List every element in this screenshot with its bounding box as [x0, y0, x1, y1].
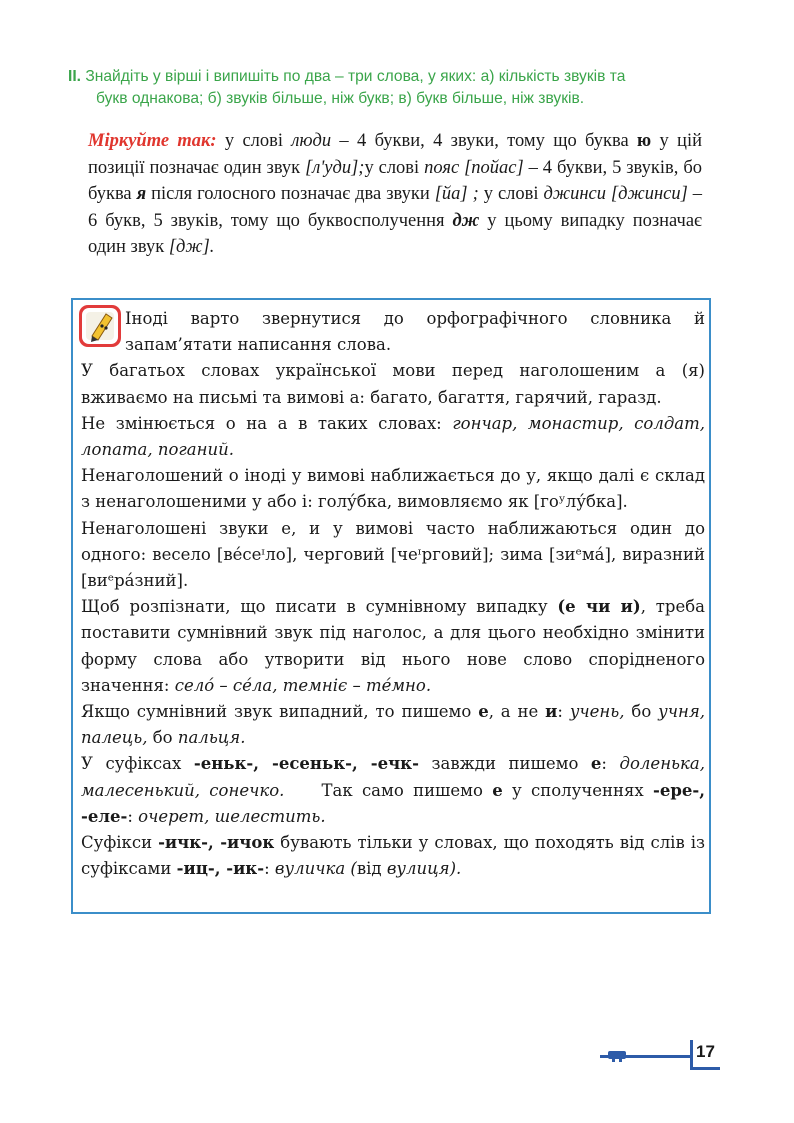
text: Не змінюється о на а в таких словах:: [81, 413, 453, 433]
text: Щоб розпізнати, що писати в сумнівному випадку: [81, 597, 558, 617]
text: бо: [624, 702, 659, 722]
rule-paragraph-5: Ненаголошені звуки е, и у вимові часто наближаються один до одного: весело [ве́сеᶦло], черговий [чеᶦрговий]; зима [зиᵉма́], виразний [виᵉра́зний].: [81, 518, 705, 591]
examples: доленька, малесенький, сонечко.: [81, 754, 705, 800]
examples: вулиця).: [386, 859, 462, 879]
text: , а не: [488, 702, 546, 722]
letter: ю: [637, 131, 652, 151]
text: у сполученнях: [502, 780, 654, 800]
transcription: [л'уди];: [305, 157, 365, 178]
rule-paragraph-2: У багатьох словах української мови перед наголошеним а (я) вживаємо на письмі та вимові а: багато, багаття, гарячий, гаразд.: [81, 361, 705, 407]
text: Суфікси: [81, 833, 159, 853]
task-instruction: [68, 66, 728, 110]
reasoning-example: [88, 128, 702, 261]
text: завжди пишемо: [418, 754, 591, 774]
text: У суфіксах: [81, 754, 194, 774]
text: :: [557, 702, 570, 722]
task-line-1: Знайдіть у вірші і випишіть по два – три слова, у яких: а) кількість звуків та: [85, 68, 626, 85]
letter: и: [545, 702, 558, 722]
example-word: джинси [джинси]: [543, 184, 688, 204]
letter: е: [478, 702, 489, 722]
text: Якщо сумнівний звук випадний, то пишемо: [81, 702, 479, 722]
rule-paragraph-4: Ненаголошений о іноді у вимові наближається до у, якщо далі є склад з ненаголошеними у або і: голу́бка, вимовляємо як [гоʸлу́бка].: [81, 466, 705, 512]
text: у слові: [478, 184, 544, 204]
text: :: [264, 859, 275, 879]
text: бо: [147, 728, 178, 748]
letter: я: [136, 184, 147, 204]
letter: е: [492, 780, 503, 800]
examples: вуличка (: [274, 859, 357, 879]
examples: пальця.: [177, 728, 246, 748]
rule-text: [81, 306, 705, 882]
examples: учня, палець,: [81, 702, 705, 748]
text: у слові: [364, 157, 425, 178]
suffixes: -ере-, -еле-: [81, 780, 705, 826]
text: :: [601, 754, 620, 774]
text: – 6 букв, 5 звуків, тому що буквосполучення: [88, 184, 702, 231]
example-word: люди: [291, 131, 332, 151]
suffixes: -еньк-, -есеньк-, -ечк-: [193, 754, 419, 774]
text: у цьому випадку позначає один звук: [88, 210, 702, 257]
example-word: пояс [пойас]: [424, 157, 524, 178]
text: , треба поставити сумнівний звук під наголос, а для цього необхідно змінити форму слова або утворити від нього нове слово спорідненого значення:: [81, 597, 705, 695]
rule-paragraph-9: [81, 830, 705, 882]
examples: гончар, монастир, солдат, лопата, поганий.: [81, 413, 706, 460]
suffixes: -иц-, -ик-: [176, 859, 265, 879]
text: у цій позиції позначає один звук: [88, 131, 702, 178]
transcription: [йа] ;: [434, 184, 479, 204]
rule-paragraph-6: [81, 594, 705, 699]
footer-bookmark-icon: [608, 1050, 626, 1062]
rule-paragraph-8: [81, 751, 705, 830]
letter: е: [590, 754, 602, 774]
rule-intro: Іноді варто звернутися до орфографічного словника й запам’ятати написання слова.: [125, 309, 705, 355]
text: Так само пишемо: [284, 780, 493, 800]
letter: дж: [452, 210, 480, 231]
task-number: ІІ.: [68, 68, 81, 85]
letters: (е чи и): [557, 597, 641, 617]
examples: село́ – се́ла, темніє – те́мно.: [174, 675, 432, 695]
transcription: [дж].: [168, 237, 215, 257]
text: :: [127, 806, 139, 826]
rule-paragraph-7: [81, 699, 705, 751]
reasoning-lead: Міркуйте так:: [88, 131, 217, 151]
suffixes: -ичк-, -ичок: [158, 833, 275, 853]
task-line-2: букв однакова; б) звуків більше, ніж букв; в) букв більше, ніж звуків.: [96, 90, 585, 107]
text: – 4 букви, 5 звуків, бо буква: [88, 157, 702, 204]
examples: очерет, шелестить.: [138, 806, 326, 826]
text: після голосного позначає два звуки: [146, 184, 435, 204]
page-number: 17: [696, 1042, 715, 1061]
examples: учень,: [569, 702, 625, 722]
text: у слові: [216, 131, 292, 151]
text: – 4 букви, 4 звуки, тому що буква: [331, 131, 637, 151]
rule-paragraph-3: [81, 411, 705, 463]
text: від: [356, 859, 387, 879]
text: бувають тільки у словах, що походять від слів із суфіксами: [81, 833, 705, 879]
